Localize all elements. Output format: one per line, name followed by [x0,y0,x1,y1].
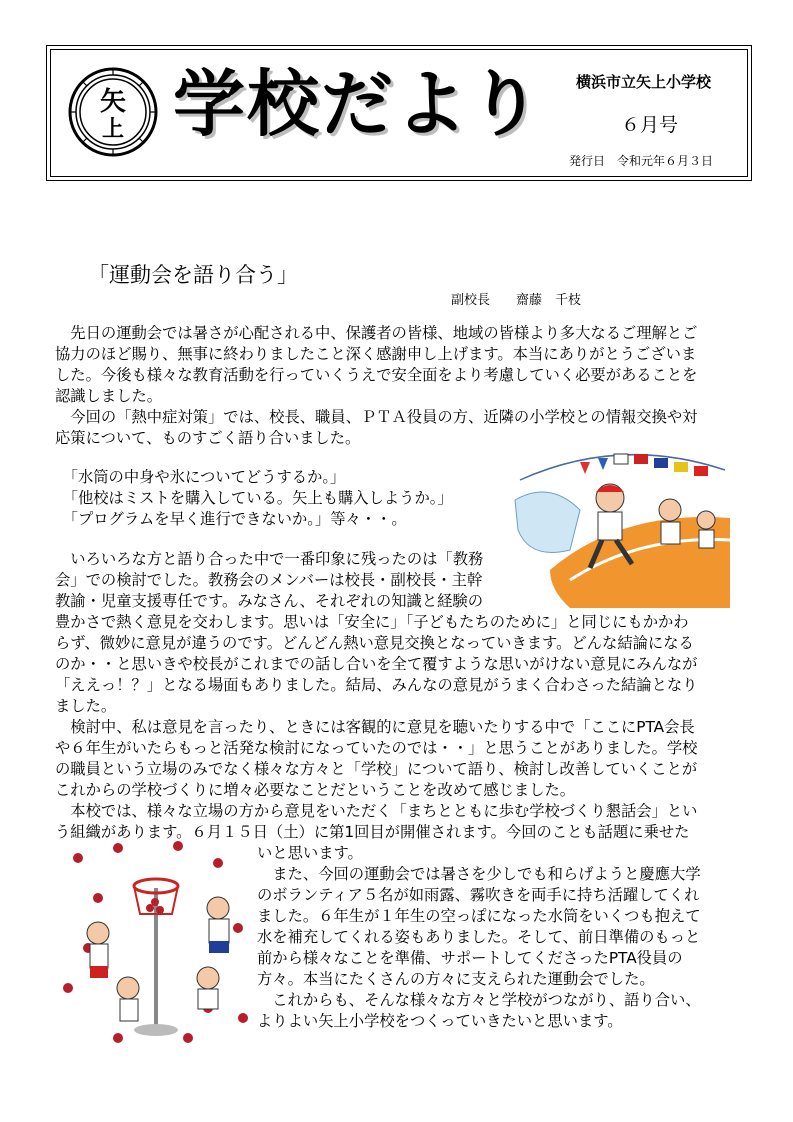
issue-date: 発行日 令和元年６月３日 [569,154,714,168]
body-line: これからも、そんな様々な方々と学校がつながり、語り合い、 [257,991,701,1009]
body-line: 応策について、ものすごく語り合いました。 [55,429,361,447]
body-line: これからの学校づくりに増々必要なことだということを改めて感じました。 [55,781,576,799]
body-line: 「プログラムを早く進行できないか。」等々・・。 [55,510,407,528]
body-line: また、今回の運動会では暑さを少しでも和らげようと慶應大学 [257,865,701,883]
body-line: 「ええっ！？」となる場面もありました。結局、みんなの意見がうまく合わさった結論となり [55,676,698,694]
body-line: 「他校はミストを購入している。矢上も購入しようか。」 [55,489,453,507]
body-line: や６年生がいたらもっと活発な検討になっていたのでは・・」と思うことがありました。学校 [55,739,698,757]
issue-month: ６月号 [621,114,679,136]
article-author: 副校長 齋藤 千枝 [451,293,582,308]
masthead [46,45,752,181]
article-title: 「運動会を語り合う」 [88,263,298,287]
body-line: した。今後も様々な教育活動を行っていくうえで安全面をより考慮していく必要があることを [55,366,698,384]
body-line: よりよい矢上小学校をつくっていきたいと思います。 [257,1012,623,1030]
school-seal-icon [67,66,159,158]
body-line: う組織があります。６月１５日（土）に第1回目が開催されます。今回のことも話題に乗せた [55,823,690,841]
body-line: の職員という立場のみでなく様々な方々と「学校」について語り、検討し改善していくことが [55,760,698,778]
children-running-race-icon [510,440,732,608]
body-line: 協力のほど賜り、無事に終わりましたこと深く感謝申し上げます。本当にありがとうございま [55,345,697,363]
body-line: 今回の「熱中症対策」では、校長、職員、ＰＴＡ役員の方、近隣の小学校との情報交換や対 [55,408,698,426]
seal-char-1: 矢 [99,87,127,117]
body-line: 会」での検討でした。教務会のメンバーは校長・副校長・主幹 [55,571,483,589]
body-line: 方々。本当にたくさんの方々に支えられた運動会でした。 [257,970,655,988]
body-line: 豊かさで熱く意見を交わします。思いは「安全に」「子どもたちのために」と同じにもかかわ [55,613,689,631]
body-line: のか・・と思いきや校長がこれまでの話し合いを全て覆すような思いがけない意見にみんなが [55,655,698,673]
body-line: 先日の運動会では暑さが心配される中、保護者の皆様、地域の皆様より多大なるご理解とご [55,324,698,342]
newsletter-title: 学校だより [173,62,544,146]
seal-char-2: 上 [101,117,125,142]
body-line: 検討中、私は意見を言ったり、ときには客観的に意見を聴いたりする中で「ここにPTA会長 [55,718,695,736]
body-line: 「水筒の中身や氷についてどうするか。」 [55,468,346,486]
body-line: いと思います。 [257,844,363,862]
body-line: いろいろな方と語り合った中で一番印象に残ったのは「教務 [55,550,484,568]
body-line: 本校では、様々な立場の方から意見をいただく「まちとともに歩む学校づくり懇話会」とい [55,802,698,820]
body-line: のボランティア５名が如雨露、霧吹きを両手に持ち活躍してくれ [257,886,700,904]
school-name: 横浜市立矢上小学校 [576,73,712,91]
body-line: ました。６年生が１年生の空っぽになった水筒をいくつも抱えて [257,907,701,925]
body-line: 前から様々なことを準備、サポートしてくださったPTA役員の [257,949,683,967]
masthead-inner-border [50,49,748,177]
body-line: 認識しました。 [55,387,163,405]
children-ball-toss-icon [58,838,254,1048]
body-line: 教諭・児童支援専任です。みなさん、それぞれの知識と経験の [55,592,484,610]
body-line: らず、微妙に意見が違うのです。どんどん熱い意見交換となっていきます。どんな結論になる [55,634,694,652]
body-line: 水を補充してくれる姿もありました。そして、前日準備のもっと [257,928,701,946]
body-line: ました。 [55,697,117,715]
